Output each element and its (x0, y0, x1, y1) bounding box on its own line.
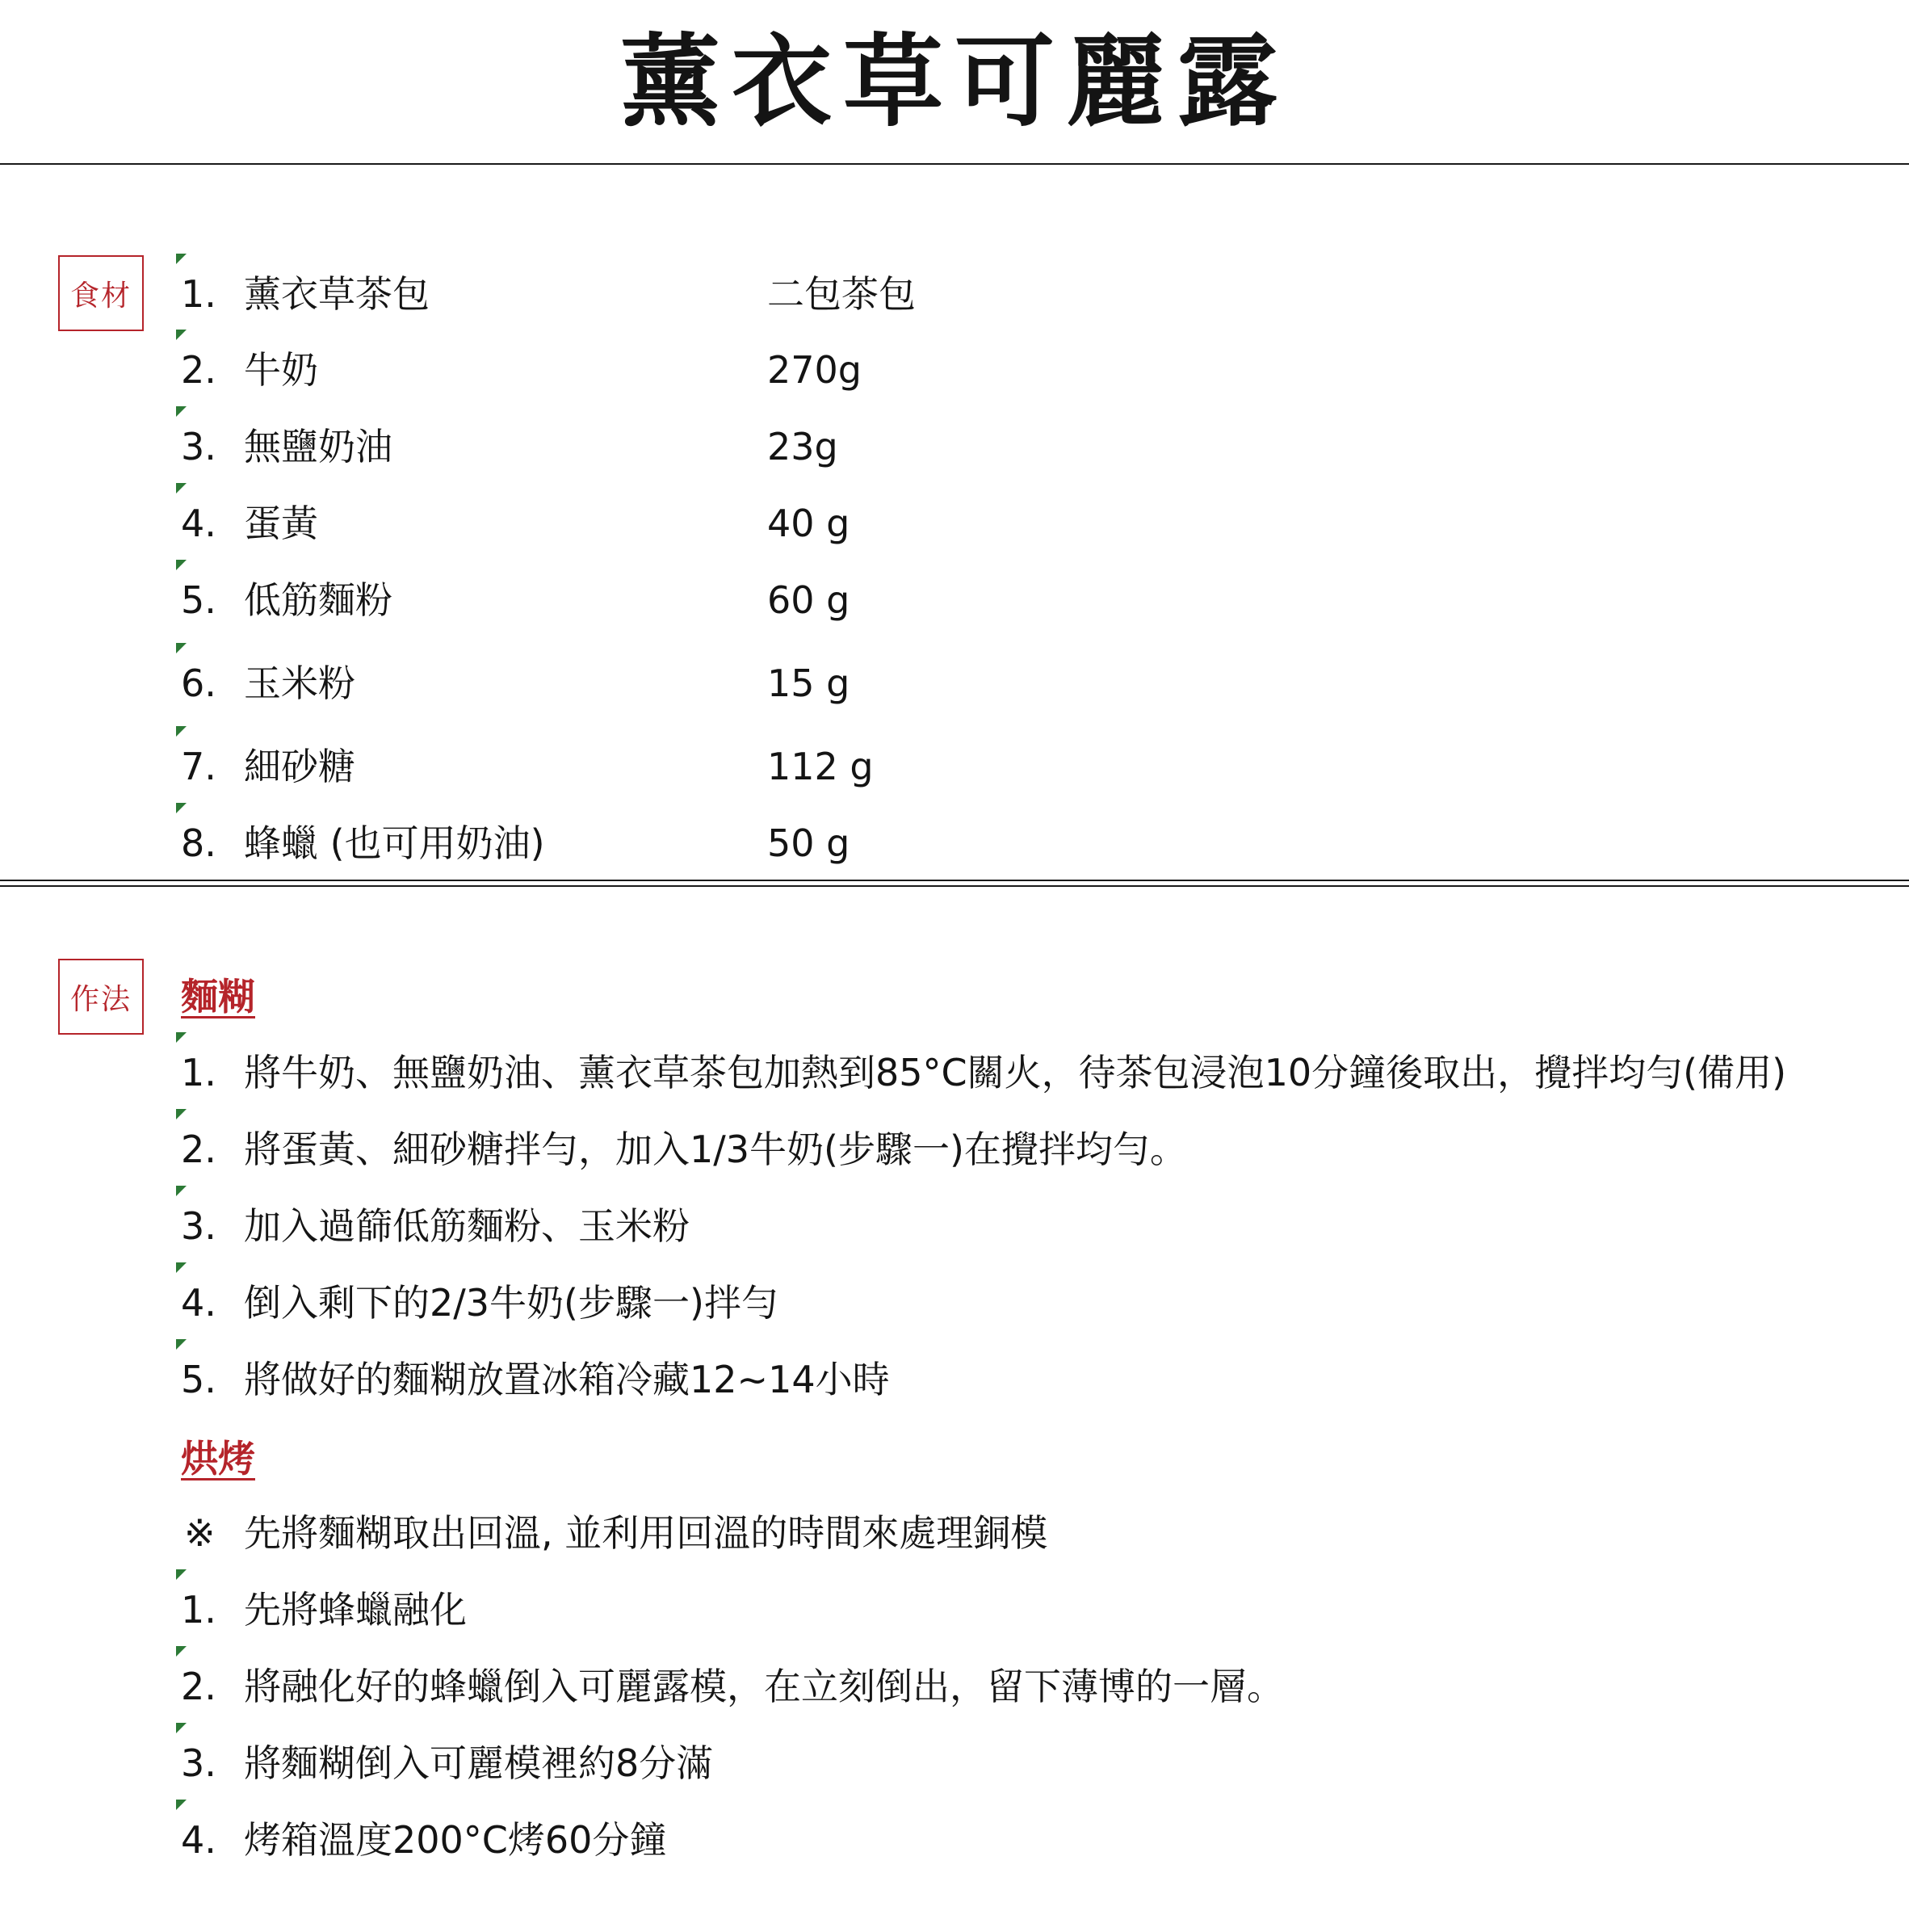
step-text: 烤箱溫度200°C烤60分鐘 (244, 1818, 667, 1862)
step-number: 3. (181, 1741, 216, 1785)
marker-icon (176, 643, 187, 653)
step-number: 4. (181, 1281, 216, 1325)
step-number: 1. (181, 1051, 216, 1094)
marker-icon (176, 1262, 187, 1273)
item-number: 5. (181, 578, 216, 622)
step-text: 將蛋黃、細砂糖拌勻，加入1/3牛奶(步驟一)在攪拌均勻。 (244, 1128, 1187, 1171)
ingredient-amount: 二包茶包 (767, 272, 916, 316)
marker-icon (176, 1646, 187, 1657)
item-number: 8. (181, 821, 216, 865)
ingredient-name: 低筋麵粉 (244, 578, 392, 622)
marker-icon (176, 406, 187, 417)
section-divider (0, 880, 1909, 881)
ingredients-label: 食材 (58, 255, 144, 331)
step-text: 加入過篩低筋麵粉、玉米粉 (244, 1204, 690, 1248)
ingredient-amount: 50 g (767, 821, 850, 865)
item-number: 7. (181, 745, 216, 788)
step-text: 將做好的麵糊放置冰箱冷藏12~14小時 (244, 1358, 890, 1401)
step-text: 將牛奶、無鹽奶油、薰衣草茶包加熱到85°C關火，待茶包浸泡10分鐘後取出，攪拌均勻(備用) (244, 1051, 1787, 1094)
step-number: 2. (181, 1665, 216, 1708)
marker-icon (176, 330, 187, 340)
marker-icon (176, 1032, 187, 1043)
marker-icon (176, 560, 187, 570)
marker-icon (176, 1339, 187, 1350)
ingredient-amount: 23g (767, 425, 838, 468)
step-text: 倒入剩下的2/3牛奶(步驟一)拌勻 (244, 1281, 778, 1325)
ingredient-amount: 40 g (767, 502, 850, 545)
step-number: 1. (181, 1588, 216, 1632)
step-number: 3. (181, 1204, 216, 1248)
method-label: 作法 (58, 959, 144, 1035)
ingredient-name: 蛋黃 (244, 502, 318, 545)
ingredient-name: 牛奶 (244, 348, 318, 392)
marker-icon (176, 483, 187, 494)
ingredient-name: 無鹽奶油 (244, 425, 392, 468)
step-text: 將麵糊倒入可麗模裡約8分滿 (244, 1741, 714, 1785)
ingredient-amount: 270g (767, 348, 862, 392)
batter-heading: 麵糊 (181, 975, 255, 1018)
item-number: 4. (181, 502, 216, 545)
title-divider (0, 163, 1909, 165)
baking-note (184, 1509, 1047, 1557)
step-number: 4. (181, 1818, 216, 1862)
step-text: 先將蜂蠟融化 (244, 1588, 467, 1632)
marker-icon (176, 1109, 187, 1119)
step-number: 5. (181, 1358, 216, 1401)
marker-icon (176, 803, 187, 813)
ingredient-amount: 15 g (767, 662, 850, 705)
item-number: 2. (181, 348, 216, 392)
marker-icon (176, 1569, 187, 1580)
page-title: 薰衣草可麗露 (619, 24, 1289, 141)
ingredient-name: 玉米粉 (244, 662, 355, 705)
reference-mark-icon: ※ (184, 1511, 216, 1555)
marker-icon (176, 726, 187, 737)
marker-icon (176, 254, 187, 264)
section-divider (0, 885, 1909, 887)
ingredient-name: 薰衣草茶包 (244, 272, 430, 316)
item-number: 3. (181, 425, 216, 468)
ingredient-name: 蜂蠟 (也可用奶油) (244, 821, 545, 865)
item-number: 1. (181, 272, 216, 316)
step-text: 將融化好的蜂蠟倒入可麗露模，在立刻倒出，留下薄博的一層。 (244, 1665, 1284, 1708)
step-number: 2. (181, 1128, 216, 1171)
marker-icon (176, 1800, 187, 1810)
note-text: 先將麵糊取出回溫, 並利用回溫的時間來處理銅模 (244, 1511, 1048, 1555)
marker-icon (176, 1723, 187, 1733)
ingredient-name: 細砂糖 (244, 745, 355, 788)
marker-icon (176, 1186, 187, 1196)
item-number: 6. (181, 662, 216, 705)
ingredient-amount: 112 g (767, 745, 874, 788)
baking-heading: 烘烤 (181, 1437, 255, 1480)
ingredient-amount: 60 g (767, 578, 850, 622)
